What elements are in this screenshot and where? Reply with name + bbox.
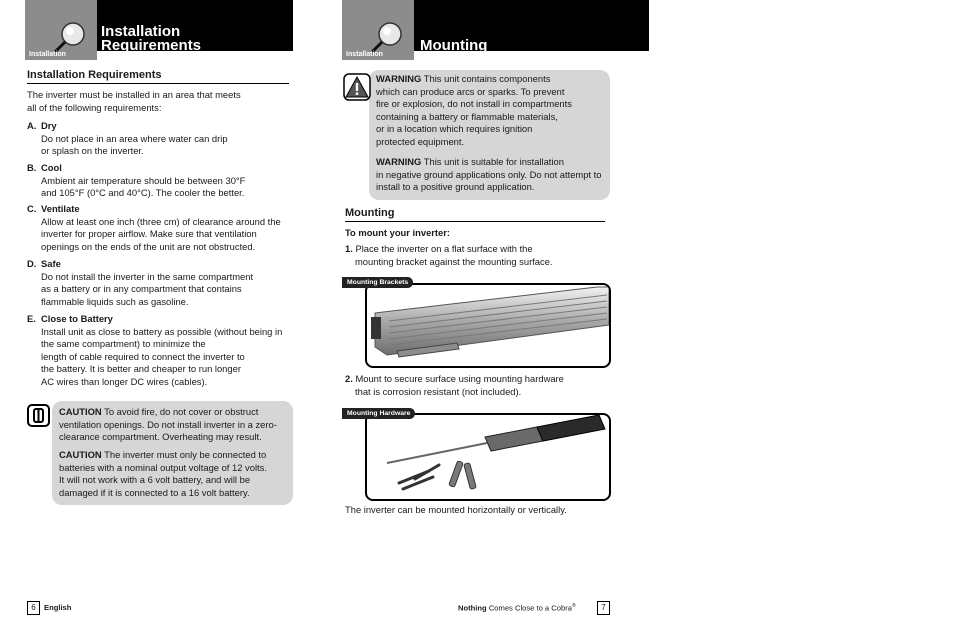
- requirement-item: [41, 258, 291, 308]
- step-1: [345, 243, 553, 268]
- right-section-rule: [345, 221, 605, 222]
- warning-1-line: This unit contains components: [421, 73, 551, 84]
- footer-language: English: [44, 603, 72, 612]
- caution-1: [59, 406, 291, 444]
- step-2-line: that is corrosion resistant (not included).: [355, 385, 522, 397]
- requirement-title: Ventilate: [41, 203, 80, 214]
- requirement-letter: E.: [27, 313, 36, 324]
- right-section-tab: [342, 0, 414, 60]
- requirement-letter: A.: [27, 120, 37, 131]
- warning-1-line: protected equipment.: [376, 135, 465, 147]
- warning-1-line: containing a battery or flammable materials,: [376, 110, 558, 122]
- warning-1-label: WARNING: [376, 73, 422, 84]
- footer-tagline-rest: Comes Close to a Cobra: [486, 603, 572, 613]
- requirement-line: flammable liquids such as gasoline.: [41, 295, 189, 307]
- requirement-line: the same compartment) to minimize the: [41, 338, 206, 350]
- step-2-number: 2.: [345, 373, 353, 384]
- right-section-heading: Mounting: [345, 207, 395, 219]
- warning-2-line: install to a positive ground application.: [376, 181, 535, 193]
- left-title-line1: Installation: [101, 23, 181, 40]
- requirement-line: Allow at least one inch (three cm) of clearance around the: [41, 215, 281, 227]
- warning-1-line: which can produce arcs or sparks. To prevent: [376, 85, 565, 97]
- left-title-line2: Requirements: [101, 37, 202, 54]
- intro-line: The inverter must be installed in an area that meets: [27, 89, 241, 100]
- step-1-number: 1.: [345, 243, 353, 254]
- step-1-line: mounting bracket against the mounting surface.: [355, 255, 553, 267]
- warning-2-label: WARNING: [376, 156, 422, 167]
- left-section-tab: [25, 0, 97, 60]
- requirement-letter: C.: [27, 203, 37, 214]
- requirement-line: and 105°F (0°C and 40°C). The cooler the better.: [41, 187, 245, 199]
- requirement-line: Ambient air temperature should be between 30°F: [41, 174, 246, 186]
- caution-2-label: CAUTION: [59, 449, 102, 460]
- warning-2: [376, 156, 610, 194]
- step-2: [345, 373, 564, 398]
- mounting-brackets-tag: Mounting Brackets: [342, 277, 413, 288]
- requirement-line: Do not place in an area where water can drip: [41, 132, 228, 144]
- requirement-title: Dry: [41, 120, 57, 131]
- footer-tagline: [458, 603, 576, 613]
- right-page-title: Mounting: [420, 37, 488, 54]
- warning-triangle-icon: [343, 73, 371, 101]
- caution-2-line: batteries with a nominal output voltage of 12 volts.: [59, 461, 267, 473]
- requirement-item: [41, 313, 291, 389]
- requirement-line: Do not install the inverter in the same compartment: [41, 270, 254, 282]
- caution-2-line: damaged if it is connected to a 16 volt battery.: [59, 486, 250, 498]
- screwdriver-image: [367, 415, 609, 499]
- left-tab-label: Installation: [29, 51, 66, 58]
- requirement-item: [41, 162, 291, 200]
- warning-1-line: or in a location which requires ignition: [376, 123, 533, 135]
- requirement-line: or splash on the inverter.: [41, 145, 144, 157]
- requirement-title: Cool: [41, 162, 62, 173]
- requirement-item: [41, 203, 291, 253]
- mounting-hardware-tag: Mounting Hardware: [342, 408, 415, 419]
- requirement-title: Safe: [41, 258, 61, 269]
- left-intro: [27, 89, 241, 114]
- warning-1-line: fire or explosion, do not install in compartments: [376, 98, 572, 110]
- step-1-line: Place the inverter on a flat surface with the: [355, 243, 533, 254]
- mounting-brackets-photo: [365, 283, 611, 368]
- step-2-line: Mount to secure surface using mounting hardware: [355, 373, 564, 384]
- warning-2-line: in negative ground applications only. Do not attempt to: [376, 168, 602, 180]
- caution-icon: [27, 404, 50, 427]
- requirement-line: Install unit as close to battery as possible (without being in: [41, 325, 283, 337]
- left-section-rule: [27, 83, 289, 84]
- requirement-title: Close to Battery: [41, 313, 113, 324]
- caution-1-line: clearance compartment. Overheating may result.: [59, 431, 262, 443]
- inverter-image: [367, 285, 609, 366]
- left-page-number: 6: [27, 601, 40, 615]
- right-tab-label: Installation: [346, 51, 383, 58]
- left-page-title: [101, 25, 201, 53]
- caution-2: [59, 449, 291, 499]
- requirement-line: inverter for proper airflow. Make sure that ventilation: [41, 228, 257, 240]
- requirement-letter: B.: [27, 162, 37, 173]
- mount-subheading: To mount your inverter:: [345, 227, 451, 238]
- requirement-line: openings on the ends of the unit are not obstructed.: [41, 240, 256, 252]
- requirement-item: [41, 120, 291, 158]
- registered-mark: ®: [571, 603, 576, 609]
- caution-2-line: The inverter must only be connected to: [101, 449, 267, 460]
- closing-text: The inverter can be mounted horizontally or vertically.: [345, 504, 567, 515]
- caution-1-line: To avoid fire, do not cover or obstruct: [101, 406, 259, 417]
- warning-2-line: This unit is suitable for installation: [421, 156, 564, 167]
- caution-1-line: ventilation openings. Do not install inverter in a zero-: [59, 418, 277, 430]
- requirement-line: length of cable required to connect the inverter to: [41, 350, 245, 362]
- intro-line: all of the following requirements:: [27, 101, 162, 113]
- requirement-line: the battery. It is better and cheaper to run longer: [41, 363, 241, 375]
- caution-1-label: CAUTION: [59, 406, 102, 417]
- requirement-line: as a battery or in any compartment that contains: [41, 283, 242, 295]
- mounting-hardware-photo: [365, 413, 611, 501]
- left-section-heading: Installation Requirements: [27, 69, 162, 81]
- requirement-line: AC wires than longer DC wires (cables).: [41, 375, 208, 387]
- footer-tagline-bold: Nothing: [458, 603, 487, 613]
- caution-2-line: It will not work with a 6 volt battery, and will be: [59, 474, 251, 486]
- right-page-number: 7: [597, 601, 610, 615]
- requirement-letter: D.: [27, 258, 37, 269]
- warning-1: [376, 73, 608, 149]
